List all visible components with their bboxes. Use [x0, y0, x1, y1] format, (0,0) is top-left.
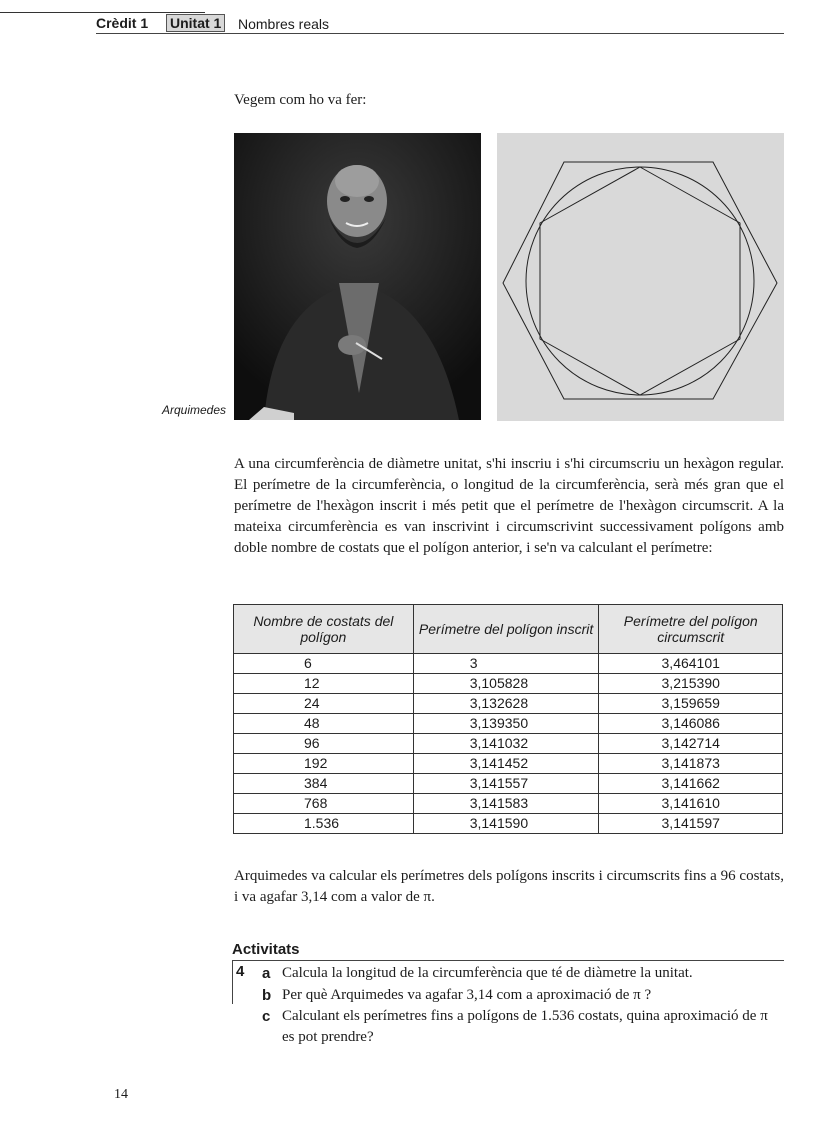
sides-cell: 192 — [234, 754, 414, 774]
hexagon-figure — [497, 133, 784, 421]
inscribed-cell: 3,141032 — [413, 734, 599, 754]
circumscribed-cell: 3,141597 — [599, 814, 783, 834]
table-row — [234, 794, 783, 814]
activities-title: Activitats — [232, 941, 300, 958]
activity-letter: a — [262, 965, 271, 982]
inscribed-cell: 3,141557 — [413, 774, 599, 794]
sides-cell: 48 — [234, 714, 414, 734]
inscribed-cell: 3,139350 — [413, 714, 599, 734]
header-circumscribed: Perímetre del polígon circumscrit — [599, 605, 783, 654]
sides-cell: 384 — [234, 774, 414, 794]
sides-cell: 6 — [234, 654, 414, 674]
circumscribed-cell: 3,146086 — [599, 714, 783, 734]
portrait-caption: Arquimedes — [162, 403, 227, 417]
perimeter-table — [233, 604, 783, 834]
unit-label: Unitat 1 — [166, 14, 225, 32]
activity-item-c — [262, 1006, 782, 1048]
inscribed-cell: 3,141452 — [413, 754, 599, 774]
sides-cell: 96 — [234, 734, 414, 754]
topic-label: Nombres reals — [238, 16, 330, 32]
table-row — [234, 754, 783, 774]
credit-label: Crèdit 1 — [96, 15, 149, 31]
circumscribed-cell: 3,141610 — [599, 794, 783, 814]
sides-cell: 768 — [234, 794, 414, 814]
circumscribed-cell: 3,464101 — [599, 654, 783, 674]
activity-item-b — [262, 985, 782, 1006]
header-sides: Nombre de costats del polígon — [234, 605, 414, 654]
page-number: 14 — [114, 1087, 128, 1102]
inscribed-cell: 3,141590 — [413, 814, 599, 834]
activity-text: Calculant els perímetres fins a polígons de 1.536 costats, quina aproximació de π es pot prendre? — [282, 1008, 768, 1045]
activity-number: 4 — [236, 963, 245, 980]
table-row — [234, 654, 783, 674]
archimedes-portrait — [234, 133, 481, 420]
activities-bar — [232, 960, 233, 1004]
conclusion-paragraph: Arquimedes va calcular els perímetres dels polígons inscrits i circumscrits fins a 96 costats, i va agafar 3,14 com a valor de π. — [234, 868, 784, 905]
inscribed-hexagon — [540, 167, 740, 395]
header-rule — [0, 12, 205, 13]
unit-circle — [526, 167, 754, 395]
activities-rule — [232, 960, 784, 961]
table-row — [234, 774, 783, 794]
inscribed-cell: 3 — [413, 654, 599, 674]
circumscribed-cell: 3,141662 — [599, 774, 783, 794]
circumscribed-cell: 3,142714 — [599, 734, 783, 754]
header-line — [96, 33, 784, 34]
inscribed-cell: 3,105828 — [413, 674, 599, 694]
explanation-paragraph: A una circumferència de diàmetre unitat, s'hi inscriu i s'hi circumscriu un hexàgon regular. El perímetre de la circumferència, o longitud de la circumferència, serà més gran que el perímetre de l'hexàgon inscrit i més petit que el perímetre de l'hexàgon circumscrit. A la mateixa circumferència es van inscrivint i circumscrivint successivament polígons amb doble nombre de costats que el polígon anterior, i se'n va calculant el perímetre: — [234, 456, 784, 556]
sides-cell: 1.536 — [234, 814, 414, 834]
page-header — [0, 0, 834, 40]
activity-text: Per què Arquimedes va agafar 3,14 com a aproximació de π ? — [282, 987, 652, 1003]
table-row — [234, 714, 783, 734]
sides-cell: 24 — [234, 694, 414, 714]
activity-letter: b — [262, 987, 272, 1004]
circumscribed-cell: 3,141873 — [599, 754, 783, 774]
activity-letter: c — [262, 1008, 271, 1025]
activity-text: Calcula la longitud de la circumferència que té de diàmetre la unitat. — [282, 965, 693, 981]
table-row — [234, 694, 783, 714]
inscribed-cell: 3,132628 — [413, 694, 599, 714]
circumscribed-hexagon — [503, 162, 777, 399]
sides-cell: 12 — [234, 674, 414, 694]
table-row — [234, 814, 783, 834]
circumscribed-cell: 3,215390 — [599, 674, 783, 694]
table-row — [234, 734, 783, 754]
intro-text: Vegem com ho va fer: — [234, 92, 367, 108]
circumscribed-cell: 3,159659 — [599, 694, 783, 714]
inscribed-cell: 3,141583 — [413, 794, 599, 814]
activity-item-a — [262, 963, 782, 984]
table-row — [234, 674, 783, 694]
header-inscribed: Perímetre del polígon inscrit — [413, 605, 599, 654]
